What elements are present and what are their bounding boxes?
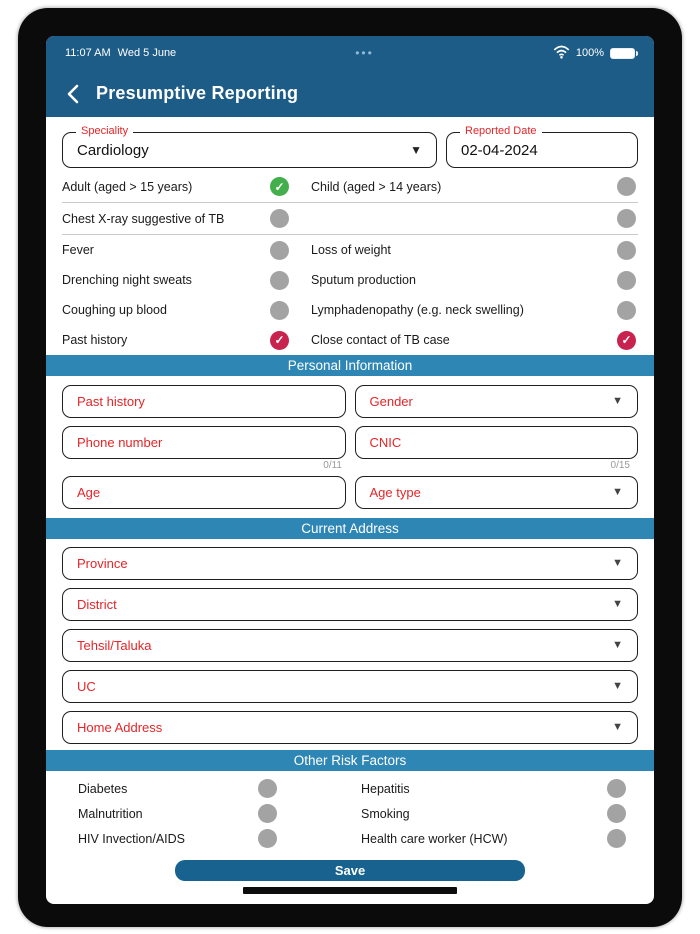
home-address-placeholder: Home Address <box>77 720 163 735</box>
home-indicator[interactable] <box>243 887 457 894</box>
risk-label: Health care worker (HCW) <box>361 831 508 846</box>
radio-chest-xray[interactable] <box>270 209 289 228</box>
tehsil-taluka-select[interactable] <box>62 629 638 662</box>
risk-label: Hepatitis <box>361 781 410 796</box>
back-icon[interactable] <box>66 84 79 104</box>
section-header-personal-information: Personal Information <box>46 355 654 376</box>
section-header-other-risk-factors: Other Risk Factors <box>46 750 654 771</box>
app-screen <box>46 36 654 904</box>
wifi-icon <box>553 45 570 62</box>
reported-date-field[interactable] <box>446 125 638 168</box>
province-select[interactable] <box>62 547 638 580</box>
chevron-down-icon: ▼ <box>612 557 623 569</box>
radio-diabetes[interactable] <box>258 779 277 798</box>
menu-dots-icon[interactable]: ••• <box>355 46 374 60</box>
risk-factor-list <box>62 776 638 851</box>
chevron-down-icon: ▼ <box>410 143 422 157</box>
risk-row-malnutrition-smoking <box>62 801 638 826</box>
reported-date-label: Reported Date <box>460 125 542 137</box>
uc-select[interactable] <box>62 670 638 703</box>
symptom-label: Lymphadenopathy (e.g. neck swelling) <box>311 303 524 317</box>
past-history-placeholder: Past history <box>77 394 145 409</box>
symptom-row-adult-child <box>62 171 638 203</box>
speciality-select[interactable] <box>62 125 437 168</box>
risk-label: Malnutrition <box>78 806 143 821</box>
radio-lymphadenopathy[interactable] <box>617 301 636 320</box>
past-history-input[interactable] <box>62 385 346 418</box>
battery-icon <box>610 48 635 59</box>
phone-char-counter: 0/11 <box>323 460 342 471</box>
radio-hiv-aids[interactable] <box>258 829 277 848</box>
gender-placeholder: Gender <box>369 394 413 409</box>
cnic-char-counter: 0/15 <box>610 460 630 471</box>
cnic-input[interactable] <box>355 426 639 459</box>
chevron-down-icon: ▼ <box>612 639 623 651</box>
age-type-select[interactable] <box>355 476 639 509</box>
symptom-label: Fever <box>62 243 94 257</box>
risk-row-diabetes-hepatitis <box>62 776 638 801</box>
page-title: Presumptive Reporting <box>96 83 299 103</box>
symptom-label: Loss of weight <box>311 243 391 257</box>
app-bar <box>46 70 654 117</box>
radio-child[interactable] <box>617 177 636 196</box>
risk-label: Smoking <box>361 806 410 821</box>
radio-past-history[interactable] <box>270 331 289 350</box>
radio-smoking[interactable] <box>607 804 626 823</box>
gender-select[interactable] <box>355 385 639 418</box>
radio-loss-of-weight[interactable] <box>617 241 636 260</box>
radio-sputum[interactable] <box>617 271 636 290</box>
chevron-down-icon: ▼ <box>612 721 623 733</box>
chevron-down-icon: ▼ <box>612 680 623 692</box>
battery-percent: 100% <box>575 47 604 59</box>
risk-label: HIV Invection/AIDS <box>78 831 185 846</box>
district-placeholder: District <box>77 597 117 612</box>
date-text: Wed 5 June <box>117 47 177 59</box>
radio-night-sweats[interactable] <box>270 271 289 290</box>
speciality-label: Speciality <box>76 125 133 137</box>
symptom-label: Coughing up blood <box>62 303 167 317</box>
form-content <box>46 125 654 894</box>
age-input[interactable] <box>62 476 346 509</box>
risk-row-hiv-hcw <box>62 826 638 851</box>
district-select[interactable] <box>62 588 638 621</box>
radio-chest-xray-right[interactable] <box>617 209 636 228</box>
radio-malnutrition[interactable] <box>258 804 277 823</box>
cnic-placeholder: CNIC <box>369 435 402 450</box>
save-button[interactable]: Save <box>175 860 525 881</box>
tehsil-placeholder: Tehsil/Taluka <box>77 638 152 653</box>
section-header-current-address: Current Address <box>46 518 654 539</box>
chevron-down-icon: ▼ <box>612 486 623 498</box>
symptom-label: Sputum production <box>311 273 416 287</box>
radio-hepatitis[interactable] <box>607 779 626 798</box>
phone-number-input[interactable] <box>62 426 346 459</box>
chevron-down-icon: ▼ <box>612 598 623 610</box>
symptom-label: Adult (aged > 15 years) <box>62 179 193 194</box>
clock-text: 11:07 AM <box>65 47 111 59</box>
home-address-select[interactable] <box>62 711 638 744</box>
symptom-label: Past history <box>62 333 128 347</box>
reported-date-value: 02-04-2024 <box>461 141 538 159</box>
radio-adult[interactable] <box>270 177 289 196</box>
uc-placeholder: UC <box>77 679 96 694</box>
chevron-down-icon: ▼ <box>612 395 623 407</box>
radio-fever[interactable] <box>270 241 289 260</box>
symptom-row-sweats-sputum <box>62 265 638 295</box>
symptom-label: Close contact of TB case <box>311 333 450 347</box>
symptom-label: Chest X-ray suggestive of TB <box>62 211 225 226</box>
age-placeholder: Age <box>77 485 101 500</box>
risk-label: Diabetes <box>78 781 128 796</box>
age-type-placeholder: Age type <box>369 485 421 500</box>
symptom-row-fever-weight <box>62 235 638 265</box>
phone-placeholder: Phone number <box>77 435 163 450</box>
symptom-label: Child (aged > 14 years) <box>311 179 442 194</box>
tablet-frame <box>18 8 682 927</box>
radio-health-care-worker[interactable] <box>607 829 626 848</box>
radio-coughing-blood[interactable] <box>270 301 289 320</box>
symptom-label: Drenching night sweats <box>62 273 192 287</box>
symptom-row-blood-lymph <box>62 295 638 325</box>
radio-close-contact[interactable] <box>617 331 636 350</box>
symptom-checklist <box>62 171 638 355</box>
province-placeholder: Province <box>77 556 128 571</box>
symptom-row-history-contact <box>62 325 638 355</box>
symptom-row-chest-xray <box>62 203 638 235</box>
speciality-value: Cardiology <box>77 141 149 159</box>
status-bar <box>46 36 654 70</box>
